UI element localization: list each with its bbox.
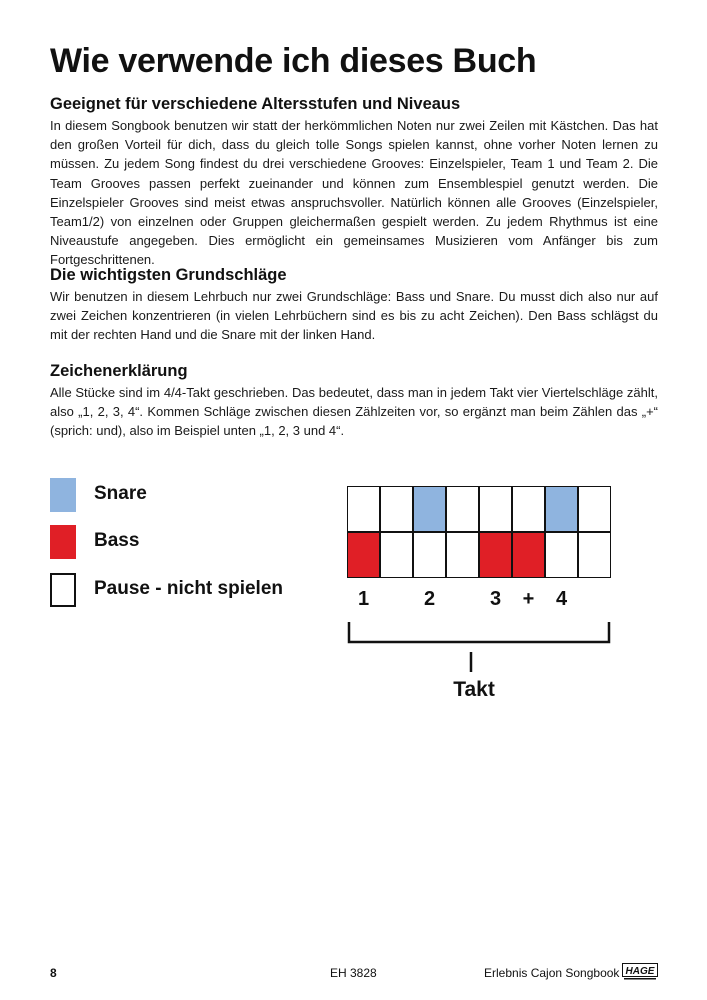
legend-label-bass: Bass (94, 530, 140, 551)
legend-item-snare (50, 478, 330, 512)
snare-swatch (50, 478, 76, 512)
beat-label: 3 (489, 588, 502, 610)
bass-swatch (50, 525, 76, 559)
section-body: Alle Stücke sind im 4/4-Takt geschrieben. Das bedeutet, dass man in jedem Takt vier Viertelschläge zählt, also „1, 2, 3, 4“. Kommen Schläge zwischen diesen Zählzeiten vor, so ergänzt man beim Zählen das „+“ (sprich: und), also im Beispiel unten „1, 2, 3 und 4“. (50, 385, 658, 439)
section-age-levels (50, 95, 658, 270)
section-body: In diesem Songbook benutzen wir statt der herkömmlichen Noten nur zwei Zeilen mit Kästchen. Das hat den großen Vorteil für dich, dass du gleich tolle Songs spielen kannst, ohne vorher Noten lernen zu müssen. Zu jedem Song findest du drei verschiedene Grooves: Einzelspieler, Team 1 und Team 2. Die Team Grooves passen perfekt zueinander und können zum Ensemblespiel genutzt werden. Die Einzelspieler Grooves sind meist etwas anspruchsvoller. Natürlich können alle Grooves (Einzelspieler, Team1/2) von einzelnen oder Gruppen gleichermaßen gespielt werden. Zu jedem Rhythmus ist eine Niveaustufe angegeben. Dies ermöglicht ein gemeinsames Musizieren vom Anfänger bis zum Fortgeschrittenen. (50, 118, 658, 268)
grid-cell-snare-6 (512, 486, 545, 532)
grid-cell-bass-6 (512, 532, 545, 578)
beat-label: + (522, 588, 535, 610)
beat-label: 4 (555, 588, 568, 610)
groove-grid (347, 486, 611, 578)
book-title: Erlebnis Cajon Songbook (484, 966, 620, 980)
catalog-number: EH 3828 (330, 966, 377, 980)
grid-cell-bass-1 (347, 532, 380, 578)
section-body: Wir benutzen in diesem Lehrbuch nur zwei Grundschläge: Bass und Snare. Du musst dich also nur auf zwei Zeichen konzentrieren (in vielen Lehrbüchern sind es bis zu acht Zeichen). Den Bass schlägst du mit der rechten Hand und die Snare mit der linken Hand. (50, 289, 658, 343)
grid-cell-bass-2 (380, 532, 413, 578)
legend-label-snare: Snare (94, 483, 147, 504)
grid-cell-snare-4 (446, 486, 479, 532)
section-legend-explanation (50, 362, 658, 441)
grid-cell-snare-8 (578, 486, 611, 532)
measure-bracket (347, 622, 611, 678)
beat-label: 2 (423, 588, 436, 610)
pause-swatch (50, 573, 76, 607)
grid-cell-snare-7 (545, 486, 578, 532)
grid-cell-snare-1 (347, 486, 380, 532)
grid-cell-bass-7 (545, 532, 578, 578)
grid-cell-snare-2 (380, 486, 413, 532)
grid-cell-bass-3 (413, 532, 446, 578)
logo-text: HAGE (625, 966, 655, 977)
grid-cell-bass-5 (479, 532, 512, 578)
section-heading: Die wichtigsten Grundschläge (50, 266, 287, 284)
beat-label: 1 (357, 588, 370, 610)
grid-cell-bass-8 (578, 532, 611, 578)
page-number: 8 (50, 966, 57, 980)
legend-label-pause: Pause - nicht spielen (94, 578, 283, 599)
legend-item-bass (50, 525, 330, 559)
section-heading: Zeichenerklärung (50, 362, 188, 380)
measure-label: Takt (453, 678, 495, 701)
legend-item-pause (50, 573, 330, 607)
section-heading: Geeignet für verschiedene Altersstufen und Niveaus (50, 95, 461, 113)
publisher-logo (622, 963, 658, 981)
grid-cell-snare-3 (413, 486, 446, 532)
page-title: Wie verwende ich dieses Buch (50, 42, 537, 80)
grid-cell-bass-4 (446, 532, 479, 578)
section-basic-strokes (50, 266, 658, 345)
grid-cell-snare-5 (479, 486, 512, 532)
